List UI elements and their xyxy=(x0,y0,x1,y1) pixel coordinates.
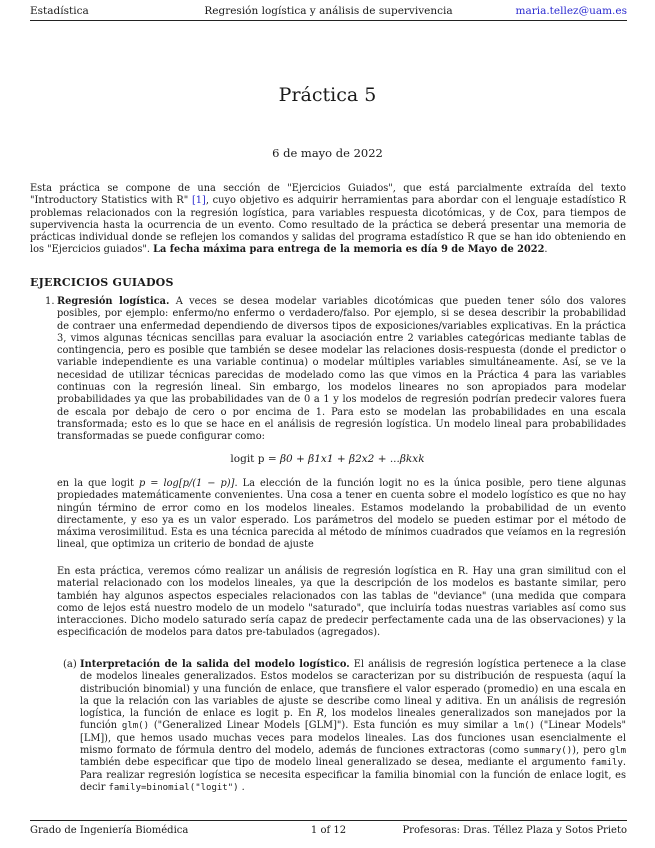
intro-deadline: La fecha máxima para entrega de la memoria es día 9 de Mayo de 2022 xyxy=(153,244,545,256)
page-header xyxy=(30,4,627,21)
page-footer xyxy=(30,820,627,838)
item1-after-math: p = log[p/(1 − p)] xyxy=(138,478,235,489)
footer-degree: Grado de Ingeniería Biomédica xyxy=(30,825,189,836)
header-course: Estadística xyxy=(30,5,89,17)
code-family: family xyxy=(590,758,623,769)
subitem-a-heading: Interpretación de la salida del modelo logístico. xyxy=(80,659,350,670)
formula-rhs: = β0 + β1x1 + β2x2 + ...βkxk xyxy=(267,453,425,465)
item1-text: A veces se desea modelar variables dicotómicas que pueden tener sólo dos valores posibles, por ejemplo: enfermo/no enfermo o verdadero/falso. Por ejemplo, si se desea describir la probabilidad de contraer una enfermedad dependiendo de diversos tipos de exposiciones/variables explicativas. En la práctica 3, vimos algunas técnicas sencillas para evaluar la asociación entre 2 variables categóricas mediante tablas de contingencia, pero es posible que también se desee modelar las relaciones dosis-respuesta (donde el predictor o variable independiente es una variable continua) o modelar múltiples variables simultáneamente. Así, se ve la necesidad de utilizar técnicas parecidas de modelado como las que vimos en la Práctica 4 para las variables continuas con la regresión lineal. Sin embargo, los modelos lineares no son apropiados para modelar probabilidades ya que las probabilidades van de 0 a 1 y los modelos de regresión podrían predecir valores fuera de escala por debajo de cero o por encima de 1. Para esto se modelan las probabilidades en una escala transformada; esto es lo que se hace en el análisis de regresión logística. Un modelo lineal para probabilidades transformadas se puede configurar como: xyxy=(57,296,626,443)
header-email-link[interactable]: maria.tellez@uam.es xyxy=(515,5,627,17)
formula-lhs: logit p xyxy=(230,453,265,465)
code-summary: summary() xyxy=(523,746,573,757)
subitem-a-text-1: El análisis de regresión logística pertenece a la clase de modelos lineales generalizados. Estos modelos se caracterizan por su distribución de respuesta (aquí la distribución binomial) y una función de enlace, que transfiere el valor esperado (promedio) en una escala en la que la relación con las variables de ajuste se describe como lineal y aditiva. En un análisis de regresión logística, la función de enlace es logit p. En xyxy=(80,659,626,720)
subitem-a-text-7: . Para realizar regresión logística se necesita especificar la familia binomial con la función de enlace logit, es decir xyxy=(80,757,626,793)
subitem-a-text-3: ("Generalized Linear Models [GLM]"). Esta función es muy similar a xyxy=(149,720,514,732)
code-glm-arg: glm xyxy=(609,746,626,757)
item1-heading: Regresión logística. xyxy=(57,296,170,307)
intro-paragraph xyxy=(30,183,626,257)
subitem-a-r: R xyxy=(316,708,324,720)
footer-professors: Profesoras: Dras. Téllez Plaza y Sotos Prieto xyxy=(402,825,627,836)
code-lm: lm() xyxy=(513,721,536,732)
item1-after-pre: en la que logit xyxy=(57,478,139,489)
code-glm: glm() xyxy=(121,721,150,732)
code-family-binomial: family=binomial("logit") xyxy=(108,782,239,793)
subitem-a-text-2: , los modelos lineales generalizados son manejados por la función xyxy=(80,708,626,732)
item1-paragraph xyxy=(57,296,626,444)
footer-page-number: 1 of 12 xyxy=(310,825,347,836)
subitem-a-text-4: ("Linear Models" [LM]), que hemos usado muchas veces para modelos lineales. Las dos funciones usan esencialmente el mismo formato de fórmula dentro del modelo, además de funciones extractoras (como xyxy=(80,720,627,757)
subitem-a-number: (a) xyxy=(63,659,77,670)
logit-formula xyxy=(0,453,655,465)
document-date: 6 de mayo de 2022 xyxy=(272,146,383,160)
section-heading: EJERCICIOS GUIADOS xyxy=(30,276,174,289)
subitem-a-text-5: ), pero xyxy=(572,745,610,757)
subitem-a-text-6: también debe especificar que tipo de modelo lineal generalizado se desea, mediante el argumento xyxy=(80,757,591,769)
subitem-a-text-8: . xyxy=(238,781,245,793)
subitem-a-paragraph xyxy=(80,659,626,794)
intro-text-2: , cuyo objetivo es adquirir herramientas para abordar con el lenguaje estadístico R problemas relacionados con la regresión logística, para variables respuesta dicotómicas, y de Cox, para tiempos de supervivencia hasta la ocurrencia de un evento. Como resultado de la práctica se deberá presentar una memoria de prácticas individual donde se reflejen los comandos y salidas del programa estadístico R que se han ido obteniendo en los "Ejercicios guiados". xyxy=(30,195,627,256)
item1-paragraph-2: En esta práctica, veremos cómo realizar un análisis de regresión logística en R. Hay una gran similitud con el material relacionado con los modelos lineales, ya que la descripción de los modelos es bastante similar, pero también hay algunos aspectos especiales relacionados con las tablas de "deviance" (una medida que compara como de lejos está nuestro modelo de un modelo "saturado", que incluiría todas nuestras variables así como sus interacciones. Dicho modelo saturado sería capaz de predecir perfectamente cada una de las observaciones) y la especificación de modelos para datos pre-tabulados (agregados). xyxy=(57,566,626,639)
document-title: Práctica 5 xyxy=(278,84,377,106)
intro-end: . xyxy=(544,244,548,256)
header-topic: Regresión logística y análisis de supervivencia xyxy=(204,5,453,17)
item-number: 1. xyxy=(45,296,55,307)
item1-after-text: . La elección de la función logit no es la única posible, pero tiene algunas propiedades matemáticamente convenientes. Una cosa a tener en cuenta sobre el modelo logístico es que no hay ningún término de error como en los modelos lineales. Estamos modelando la probabilidad de un evento directamente, y eso ya es un valor esperado. Los parámetros del modelo se pueden estimar por el método de máxima verosimilitud. Esta es una técnica parecida al método de mínimos cuadrados que veíamos en la regresión lineal, que optimiza un criterio de bondad de ajuste xyxy=(57,478,626,551)
intro-text-1: Esta práctica se compone de una sección de "Ejercicios Guiados", que está parcialmente extraída del texto "Introductory Statistics with R" xyxy=(30,183,626,207)
item1-continuation xyxy=(57,478,626,552)
citation-link[interactable]: [1] xyxy=(191,195,206,207)
